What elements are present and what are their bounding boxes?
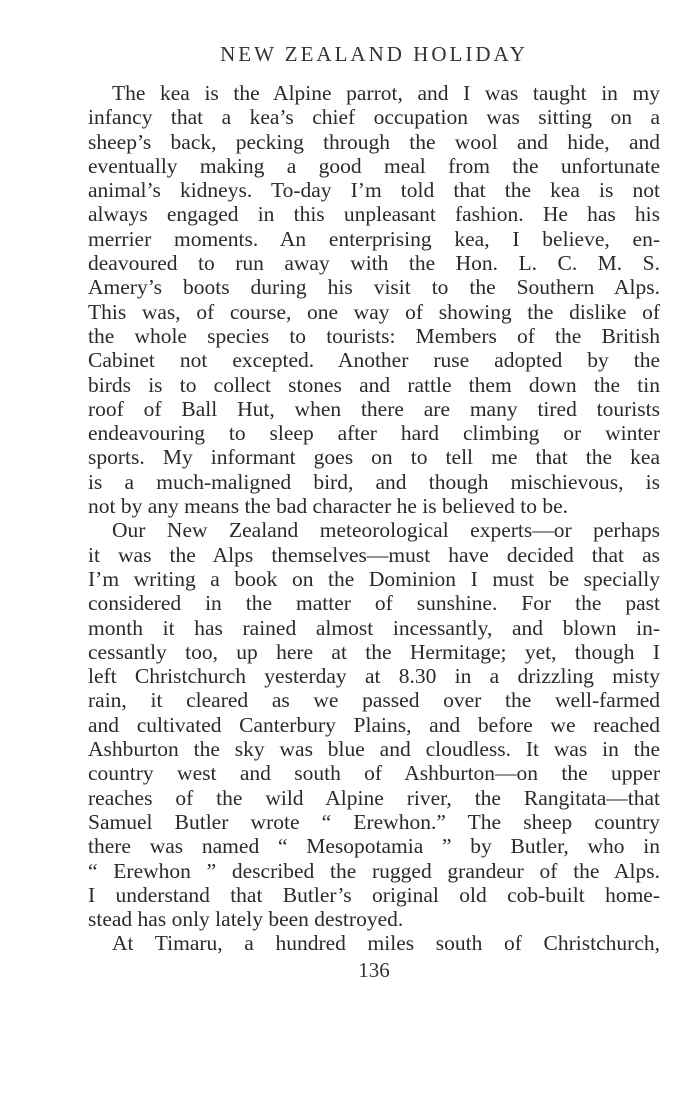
text-line: country west and south of Ashburton—on the upper <box>88 761 660 786</box>
text-line: cessantly too, up here at the Hermitage; yet, though I <box>88 639 660 664</box>
text-line: sheep’s back, pecking through the wool and hide, and <box>88 129 660 154</box>
text-line: infancy that a kea’s chief occupation was sitting on a <box>88 105 660 130</box>
text-line: Our New Zealand meteorological experts—or perhaps <box>112 518 660 543</box>
text-line: Cabinet not excepted. Another ruse adopted by the <box>88 348 660 373</box>
text-line: animal’s kidneys. To-day I’m told that the kea is not <box>88 178 660 203</box>
page-number: 136 <box>358 957 390 982</box>
text-line: sports. My informant goes on to tell me that the kea <box>88 445 660 470</box>
text-line: rain, it cleared as we passed over the well-farmed <box>88 688 660 713</box>
text-line: I’m writing a book on the Dominion I must be specially <box>88 566 660 591</box>
text-line: endeavouring to sleep after hard climbing or winter <box>88 421 660 446</box>
text-line: is a much-maligned bird, and though mischievous, is <box>88 469 660 494</box>
running-head: NEW ZEALAND HOLIDAY <box>220 42 528 66</box>
text-line: birds is to collect stones and rattle them down the tin <box>88 372 660 397</box>
text-line: deavoured to run away with the Hon. L. C. M. S. <box>88 251 660 276</box>
body-text <box>88 81 660 956</box>
text-line: always engaged in this unpleasant fashion. He has his <box>88 202 660 227</box>
text-line: Samuel Butler wrote “ Erewhon.” The sheep country <box>88 809 660 834</box>
text-line: The kea is the Alpine parrot, and I was taught in my <box>112 81 660 105</box>
text-line: there was named “ Mesopotamia ” by Butler, who in <box>88 834 660 859</box>
text-line: left Christchurch yesterday at 8.30 in a drizzling misty <box>88 664 660 689</box>
text-line: it was the Alps themselves—must have decided that as <box>88 542 660 567</box>
text-line: not by any means the bad character he is believed to be. <box>88 494 568 519</box>
text-line: roof of Ball Hut, when there are many tired tourists <box>88 396 660 421</box>
text-line: This was, of course, one way of showing the dislike of <box>88 299 660 324</box>
text-line: I understand that Butler’s original old cob-built home- <box>88 882 660 907</box>
text-line: “ Erewhon ” described the rugged grandeur of the Alps. <box>88 858 660 883</box>
text-line: Ashburton the sky was blue and cloudless. It was in the <box>88 737 660 762</box>
text-line: eventually making a good meal from the unfortunate <box>88 153 660 178</box>
text-line: and cultivated Canterbury Plains, and before we reached <box>88 712 660 737</box>
text-line: reaches of the wild Alpine river, the Rangitata—that <box>88 785 660 810</box>
book-page <box>88 42 660 983</box>
text-line: stead has only lately been destroyed. <box>88 907 404 932</box>
text-line: Amery’s boots during his visit to the Southern Alps. <box>88 275 660 300</box>
text-line: considered in the matter of sunshine. For the past <box>88 591 660 616</box>
text-line: At Timaru, a hundred miles south of Christchurch, <box>112 931 660 956</box>
text-line: the whole species to tourists: Members of the British <box>88 323 660 348</box>
text-line: merrier moments. An enterprising kea, I believe, en- <box>88 226 660 251</box>
text-line: month it has rained almost incessantly, and blown in- <box>88 615 660 640</box>
